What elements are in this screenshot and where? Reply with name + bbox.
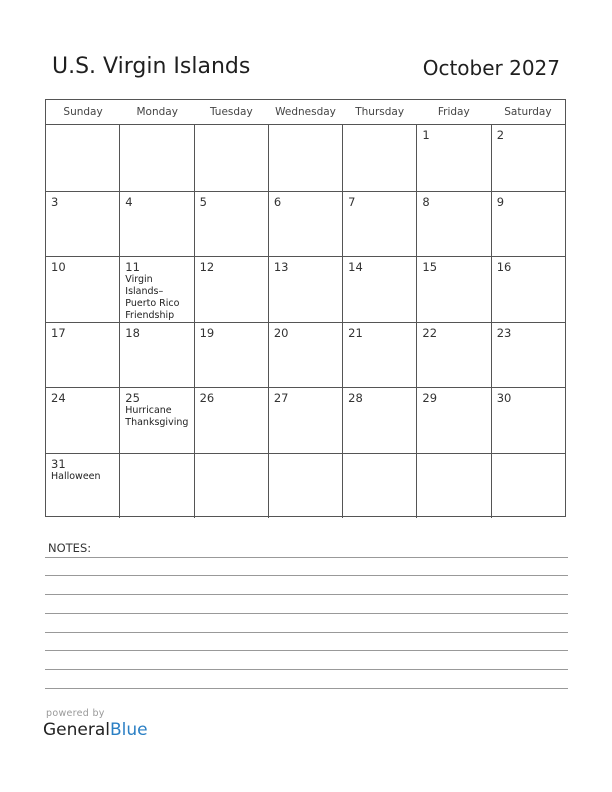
day-cell[interactable] (491, 454, 565, 519)
day-cell[interactable] (491, 192, 565, 257)
week-row (46, 387, 565, 453)
day-number: 27 (273, 391, 289, 405)
day-number: 28 (348, 391, 363, 405)
day-number: 16 (496, 260, 512, 274)
day-number: 12 (199, 260, 215, 274)
day-number: 18 (125, 325, 140, 340)
week-row (46, 191, 565, 257)
day-cell[interactable] (491, 388, 565, 453)
holiday-label: Halloween (51, 470, 101, 482)
day-cell[interactable] (194, 192, 268, 257)
day-cell[interactable] (268, 323, 342, 388)
holiday-label: Virgin Islands–Puerto Rico Friendship (125, 274, 180, 321)
day-number: 25 (125, 391, 140, 405)
weekday-label: Wednesday (275, 106, 336, 118)
day-cell[interactable] (268, 192, 342, 257)
day-number: 19 (199, 325, 215, 340)
day-number: 22 (422, 325, 438, 340)
day-number: 4 (125, 194, 133, 209)
day-cell[interactable] (416, 257, 490, 322)
day-cell[interactable] (46, 454, 119, 519)
day-number: 31 (51, 456, 66, 471)
day-number: 23 (496, 325, 512, 340)
day-number: 26 (199, 391, 215, 405)
notes-line (45, 669, 568, 670)
day-cell[interactable] (46, 125, 119, 191)
weekday-label: Saturday (504, 106, 552, 118)
weekday-label: Tuesday (209, 106, 253, 118)
day-cell[interactable] (491, 125, 565, 191)
day-cell[interactable] (46, 388, 119, 453)
day-number: 2 (496, 128, 505, 142)
day-number: 13 (273, 260, 289, 274)
day-number: 9 (496, 194, 505, 209)
day-cell[interactable] (416, 192, 490, 257)
day-number: 10 (51, 260, 66, 274)
day-number: 6 (273, 194, 282, 209)
day-cell[interactable] (268, 454, 342, 519)
day-cell[interactable] (491, 257, 565, 322)
day-cell[interactable] (268, 257, 342, 322)
day-cell[interactable] (342, 388, 416, 453)
day-cell[interactable] (119, 192, 193, 257)
day-cell[interactable] (194, 454, 268, 519)
logo-text-blue: Blue (110, 720, 148, 740)
day-cell[interactable] (119, 125, 193, 191)
day-number: 11 (125, 260, 140, 274)
day-number: 21 (348, 325, 363, 340)
notes-line (45, 613, 568, 614)
day-number: 1 (422, 128, 430, 142)
weekday-label: Thursday (355, 106, 405, 118)
week-row (46, 125, 565, 191)
week-row (46, 453, 565, 519)
day-cell[interactable] (46, 192, 119, 257)
day-number: 3 (51, 194, 59, 209)
day-cell[interactable] (342, 257, 416, 322)
day-cell[interactable] (491, 323, 565, 388)
weekday-label: Sunday (63, 106, 103, 118)
notes-line (45, 650, 568, 651)
notes-label: NOTES: (48, 541, 92, 555)
day-cell[interactable] (416, 323, 490, 388)
notes-line (45, 575, 568, 576)
day-cell[interactable] (342, 323, 416, 388)
day-cell[interactable] (416, 454, 490, 519)
day-cell[interactable] (46, 257, 119, 322)
notes-line (45, 688, 568, 689)
weekday-label: Monday (136, 106, 178, 118)
weekday-header (46, 100, 565, 125)
day-cell[interactable] (268, 388, 342, 453)
day-cell[interactable] (46, 323, 119, 388)
day-cell[interactable] (416, 125, 490, 191)
day-cell[interactable] (119, 454, 193, 519)
day-cell[interactable] (119, 323, 193, 388)
day-number: 30 (496, 391, 512, 405)
day-number: 24 (51, 391, 66, 405)
day-cell[interactable] (194, 125, 268, 191)
day-number: 17 (51, 325, 66, 340)
day-cell[interactable] (268, 125, 342, 191)
calendar-grid (45, 99, 566, 517)
day-number: 14 (348, 260, 363, 274)
day-cell[interactable] (342, 125, 416, 191)
day-cell[interactable] (194, 388, 268, 453)
calendar-month: October 2027 (422, 56, 560, 80)
day-cell[interactable] (416, 388, 490, 453)
week-row (46, 322, 565, 388)
notes-line (45, 632, 568, 633)
week-row (46, 256, 565, 322)
day-cell[interactable] (194, 323, 268, 388)
holiday-label: Hurricane Thanksgiving (125, 405, 189, 428)
notes-line (45, 594, 568, 595)
generalblue-logo[interactable] (43, 720, 148, 740)
day-number: 29 (422, 391, 438, 405)
day-cell[interactable] (194, 257, 268, 322)
notes-line (45, 557, 568, 558)
day-cell[interactable] (342, 454, 416, 519)
calendar-title: U.S. Virgin Islands (52, 54, 251, 79)
day-number: 20 (273, 325, 289, 340)
day-cell[interactable] (342, 192, 416, 257)
day-number: 8 (422, 194, 430, 209)
day-cell[interactable] (119, 388, 193, 453)
logo-text-general: General (43, 720, 110, 740)
day-number: 5 (199, 194, 207, 209)
weekday-label: Friday (437, 106, 470, 118)
powered-by-label: powered by (46, 708, 105, 719)
day-cell[interactable] (119, 257, 193, 322)
day-number: 7 (348, 194, 356, 209)
day-number: 15 (422, 260, 438, 274)
